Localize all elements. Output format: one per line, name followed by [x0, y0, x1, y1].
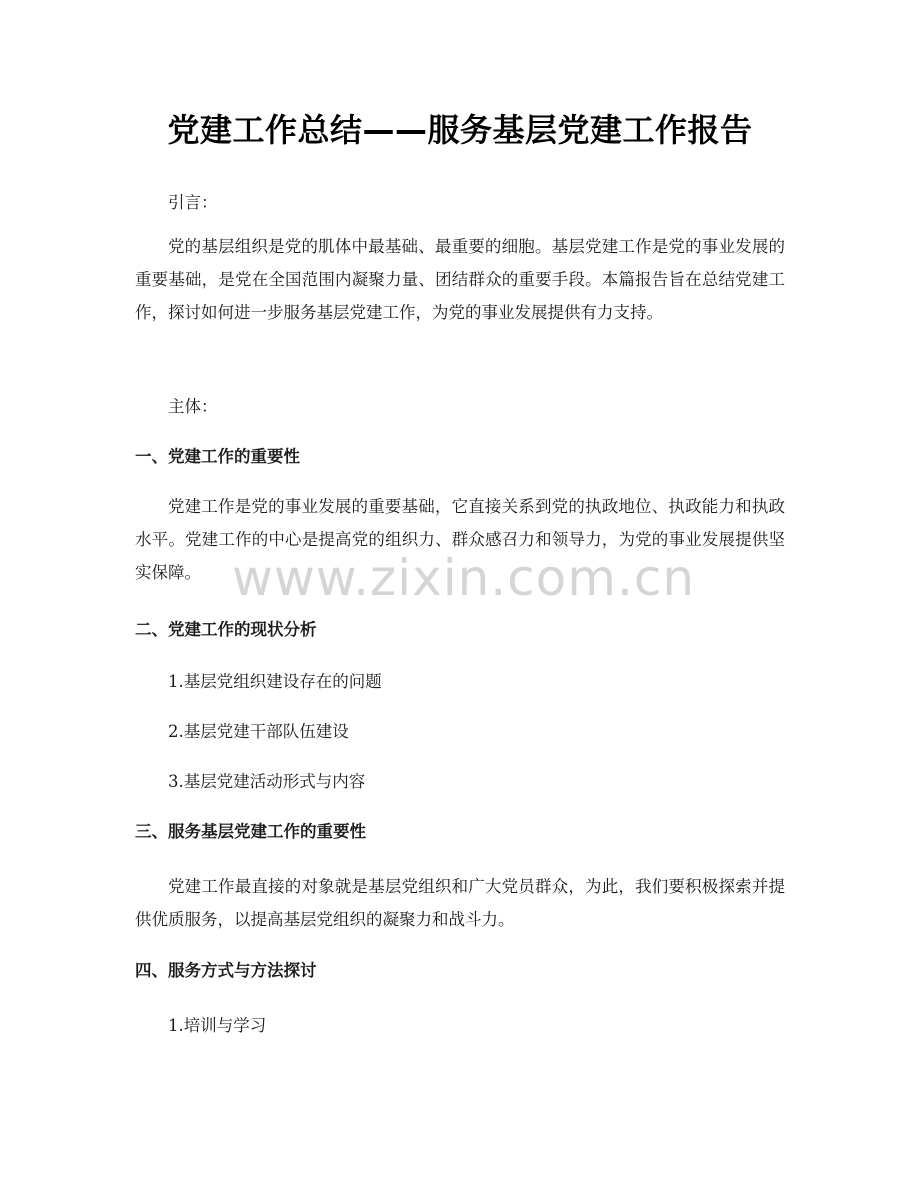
intro-paragraph: 党的基层组织是党的肌体中最基础、最重要的细胞。基层党建工作是党的事业发展的重要基础，是党在全国范围内凝聚力量、团结群众的重要手段。本篇报告旨在总结党建工作，探讨如何进一步服务基层党建工作，为党的事业发展提供有力支持。 — [135, 237, 785, 322]
list-item: 1.培训与学习 — [168, 1016, 267, 1035]
body-label: 主体： — [168, 397, 218, 416]
section-heading-3: 三、服务基层党建工作的重要性 — [135, 822, 366, 841]
list-item: 1.基层党组织建设存在的问题 — [168, 672, 382, 691]
section-3-paragraph: 党建工作最直接的对象就是基层党组织和广大党员群众，为此，我们要积极探索并提供优质服务，以提高基层党组织的凝聚力和战斗力。 — [135, 877, 785, 929]
intro-label: 引言： — [168, 193, 218, 212]
section-heading-2: 二、党建工作的现状分析 — [135, 620, 317, 639]
section-heading-1: 一、党建工作的重要性 — [135, 447, 300, 466]
section-heading-4: 四、服务方式与方法探讨 — [135, 961, 317, 980]
list-item: 3.基层党建活动形式与内容 — [168, 772, 366, 791]
section-1-paragraph: 党建工作是党的事业发展的重要基础，它直接关系到党的执政地位、执政能力和执政水平。党建工作的中心是提高党的组织力、群众感召力和领导力，为党的事业发展提供坚实保障。 — [135, 497, 785, 582]
list-item: 2.基层党建干部队伍建设 — [168, 722, 349, 741]
watermark-text: www.zixin.com.cn — [232, 549, 696, 607]
document-title: 党建工作总结——服务基层党建工作报告 — [167, 111, 753, 149]
